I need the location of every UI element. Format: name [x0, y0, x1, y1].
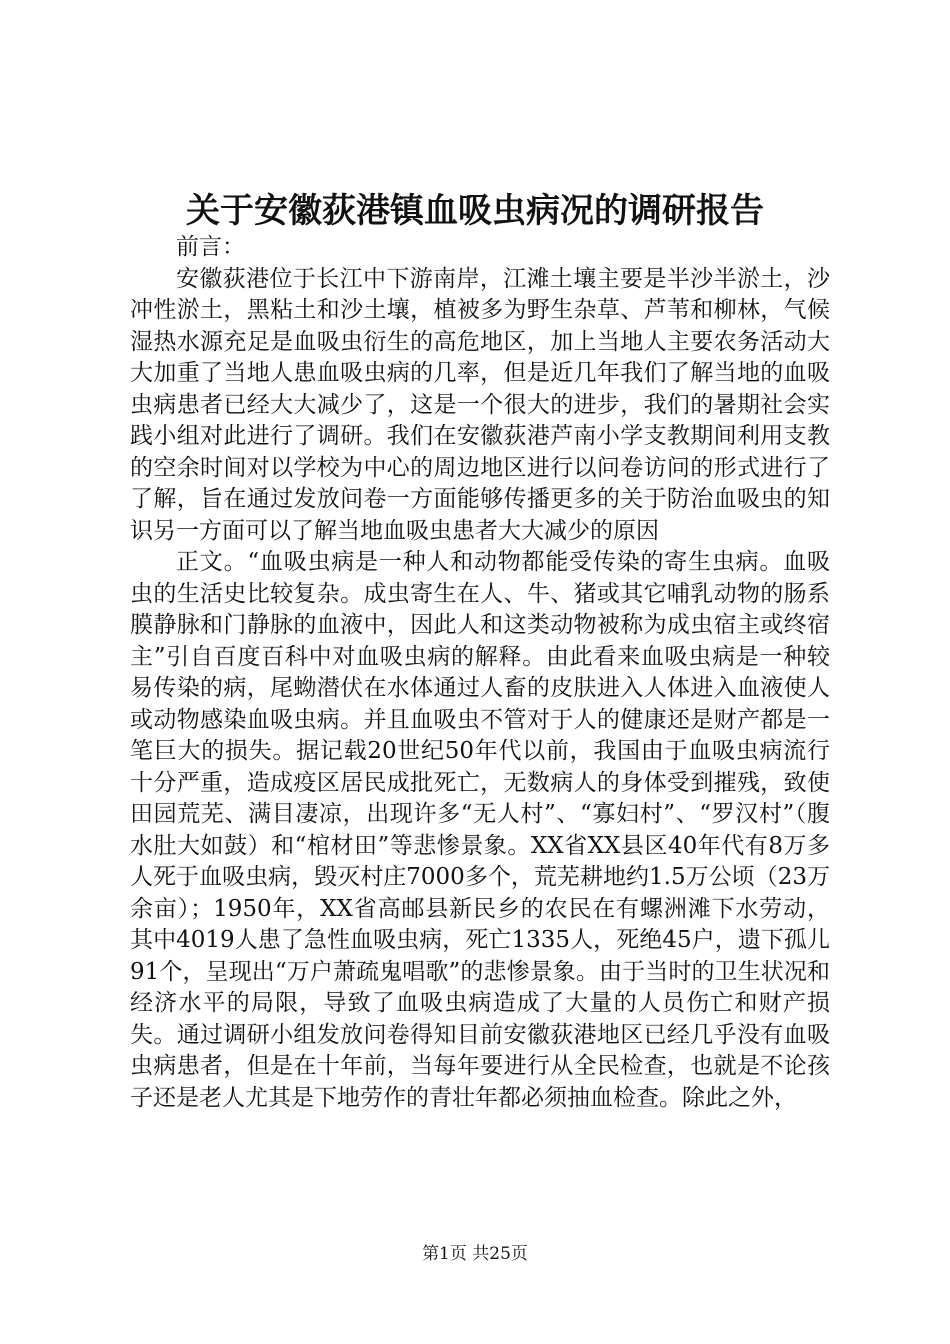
document-title: 关于安徽荻港镇血吸虫病况的调研报告 [186, 191, 764, 231]
paragraph-introduction: 安徽荻港位于长江中下游南岸，江滩土壤主要是半沙半淤土，沙冲性淤土，黑粘土和沙土壤，植被多为野生杂草、芦苇和柳林，气候湿热水源充足是血吸虫衍生的高危地区，加上当地人主要农务活动大大加重了当地人患血吸虫病的几率，但是近几年我们了解当地的血吸虫病患者已经大大减少了，这是一个很大的进步，我们的暑期社会实践小组对此进行了调研。我们在安徽荻港芦南小学支教期间利用支教的空余时间对以学校为中心的周边地区进行以问卷访问的形式进行了了解，旨在通过发放问卷一方面能够传播更多的关于防治血吸虫的知识另一方面可以了解当地血吸虫患者大大减少的原因 [130, 265, 830, 544]
page-footer: 第1页 共25页 [422, 1244, 528, 1264]
document-body [130, 232, 830, 1114]
preface-label: 前言： [176, 234, 245, 260]
paragraph-main-text: 正文。“血吸虫病是一种人和动物都能受传染的寄生虫病。血吸虫的生活史比较复杂。成虫寄生在人、牛、猪或其它哺乳动物的肠系膜静脉和门静脉的血液中，因此人和这类动物被称为成虫宿主或终宿主”引自百度百科中对血吸虫病的解释。由此看来血吸虫病是一种较易传染的病，尾蚴潜伏在水体通过人畜的皮肤进入人体进入血液使人或动物感染血吸虫病。并且血吸虫不管对于人的健康还是财产都是一笔巨大的损失。据记载20世纪50年代以前，我国由于血吸虫病流行十分严重，造成疫区居民成批死亡，无数病人的身体受到摧残，致使田园荒芜、满目凄凉，出现许多“无人村”、“寡妇村”、“罗汉村”（腹水肚大如鼓）和“棺材田”等悲惨景象。XX省XX县区40年代有8万多人死于血吸虫病，毁灭村庄7000多个，荒芜耕地约1.5万公顷（23万余亩）；1950年，XX省高邮县新民乡的农民在有螺洲滩下水劳动，其中4019人患了急性血吸虫病，死亡1335人，死绝45户，遗下孤儿91个，呈现出“万户萧疏鬼唱歌”的悲惨景象。由于当时的卫生状况和经济水平的局限，导致了血吸虫病造成了大量的人员伤亡和财产损失。通过调研小组发放问卷得知目前安徽荻港地区已经几乎没有血吸虫病患者，但是在十年前，当每年要进行从全民检查，也就是不论孩子还是老人尤其是下地劳作的青壮年都必须抽血检查。除此之外， [130, 549, 830, 1111]
